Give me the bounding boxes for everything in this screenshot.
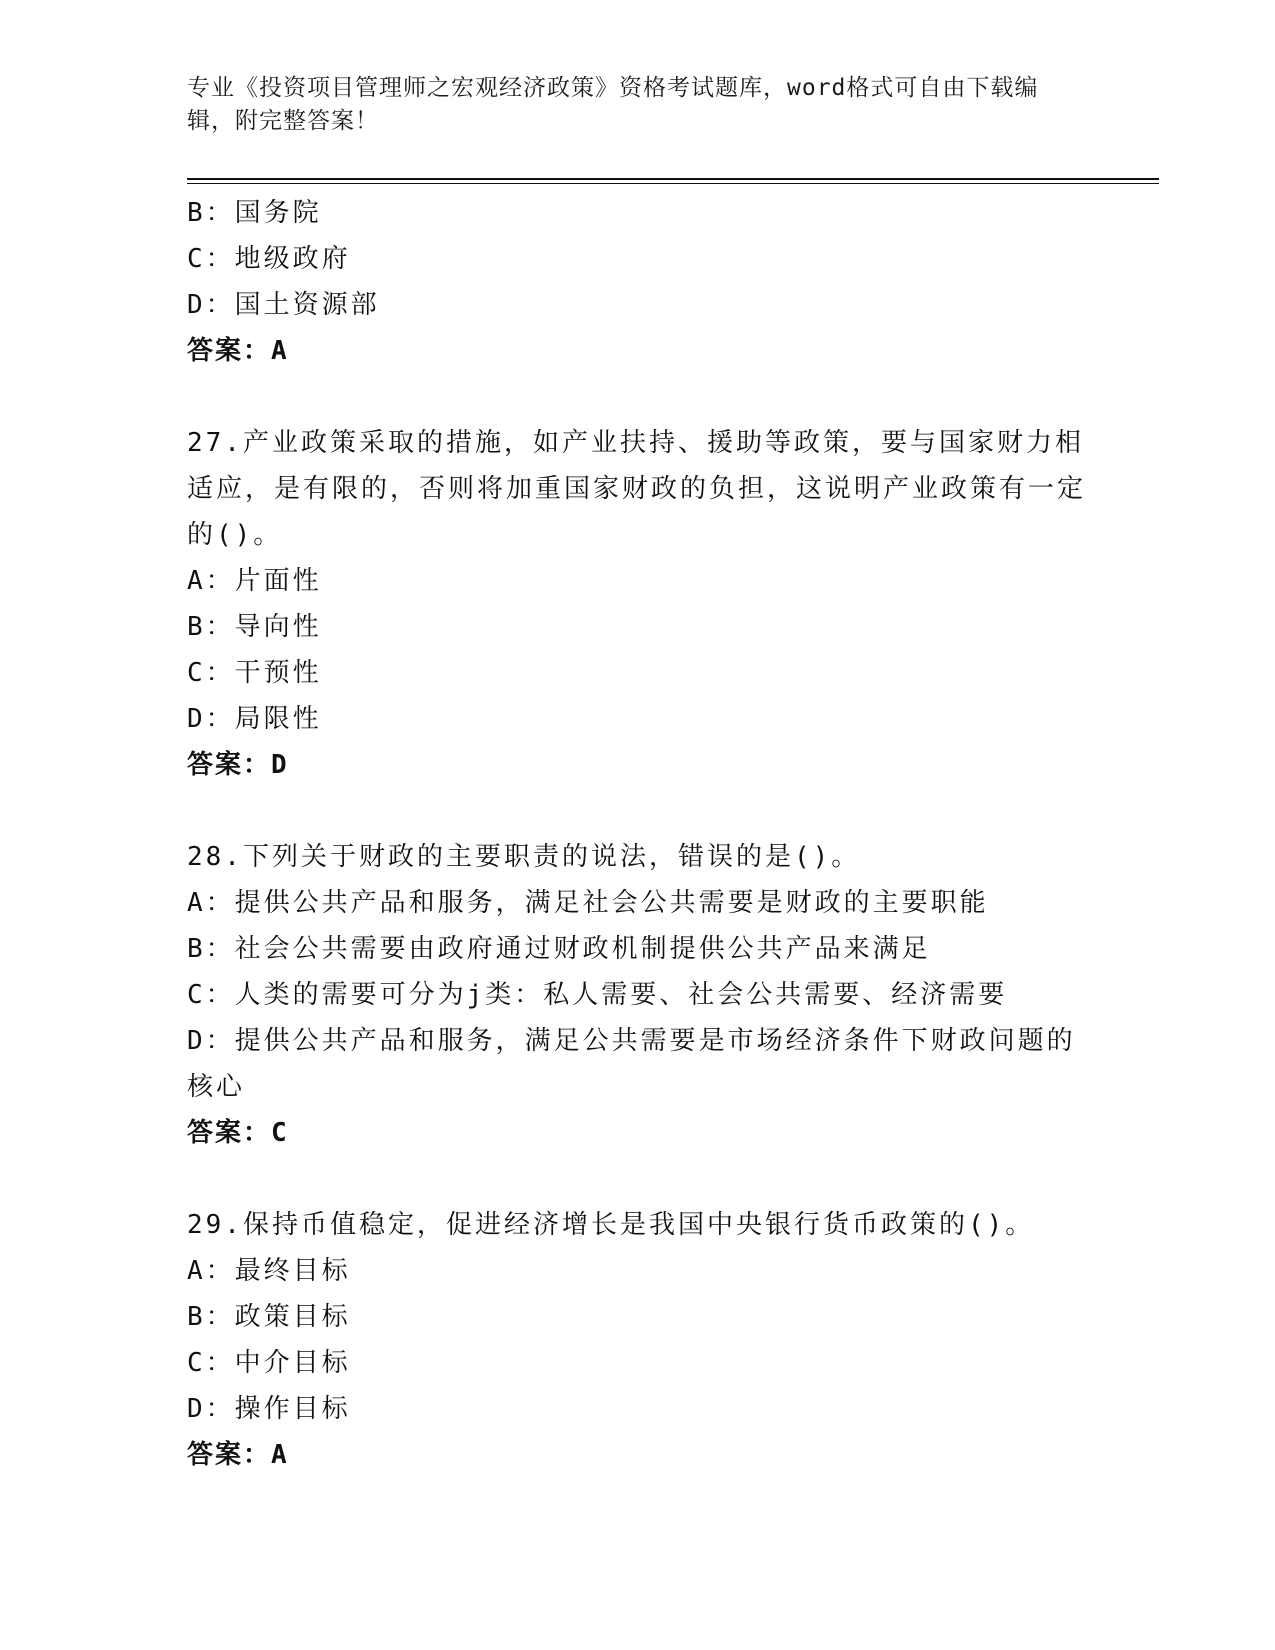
answer-line: 答案：D bbox=[187, 750, 289, 780]
answer-line: 答案：A bbox=[187, 1440, 289, 1470]
option-a: A：最终目标 bbox=[187, 1256, 351, 1286]
option-b: B：政策目标 bbox=[187, 1302, 351, 1332]
option-c: C：干预性 bbox=[187, 658, 322, 688]
question-block-26 bbox=[187, 190, 1087, 374]
block-spacer bbox=[187, 374, 1087, 420]
option-c: C：人类的需要可分为j类：私人需要、社会公共需要、经济需要 bbox=[187, 980, 1008, 1010]
question-stem: 29.保持币值稳定，促进经济增长是我国中央银行货币政策的()。 bbox=[187, 1210, 1035, 1240]
option-d: D：操作目标 bbox=[187, 1394, 351, 1424]
option-d: D：国土资源部 bbox=[187, 290, 380, 320]
question-stem: 27.产业政策采取的措施，如产业扶持、援助等政策，要与国家财力相适应，是有限的，否则将加重国家财政的负担，这说明产业政策有一定的()。 bbox=[187, 428, 1087, 550]
option-b: B：国务院 bbox=[187, 198, 322, 228]
option-c: C：中介目标 bbox=[187, 1348, 351, 1378]
header-rule-bottom bbox=[187, 183, 1159, 184]
document-header bbox=[187, 72, 1067, 138]
block-spacer bbox=[187, 1156, 1087, 1202]
question-stem: 28.下列关于财政的主要职责的说法，错误的是()。 bbox=[187, 842, 861, 872]
option-d: D：提供公共产品和服务，满足公共需要是市场经济条件下财政问题的核心 bbox=[187, 1026, 1076, 1102]
option-a: A：片面性 bbox=[187, 566, 322, 596]
option-d: D：局限性 bbox=[187, 704, 322, 734]
answer-line: 答案：C bbox=[187, 1118, 289, 1148]
block-spacer bbox=[187, 788, 1087, 834]
option-b: B：社会公共需要由政府通过财政机制提供公共产品来满足 bbox=[187, 934, 931, 964]
question-block-27 bbox=[187, 420, 1087, 788]
answer-line: 答案：A bbox=[187, 336, 289, 366]
question-block-29 bbox=[187, 1202, 1087, 1478]
header-text: 专业《投资项目管理师之宏观经济政策》资格考试题库，word格式可自由下载编辑，附完整答案！ bbox=[187, 75, 1039, 134]
option-c: C：地级政府 bbox=[187, 244, 351, 274]
question-content bbox=[187, 190, 1087, 1478]
option-b: B：导向性 bbox=[187, 612, 322, 642]
question-block-28 bbox=[187, 834, 1087, 1156]
header-rule-top bbox=[187, 178, 1159, 180]
option-a: A：提供公共产品和服务，满足社会公共需要是财政的主要职能 bbox=[187, 888, 989, 918]
